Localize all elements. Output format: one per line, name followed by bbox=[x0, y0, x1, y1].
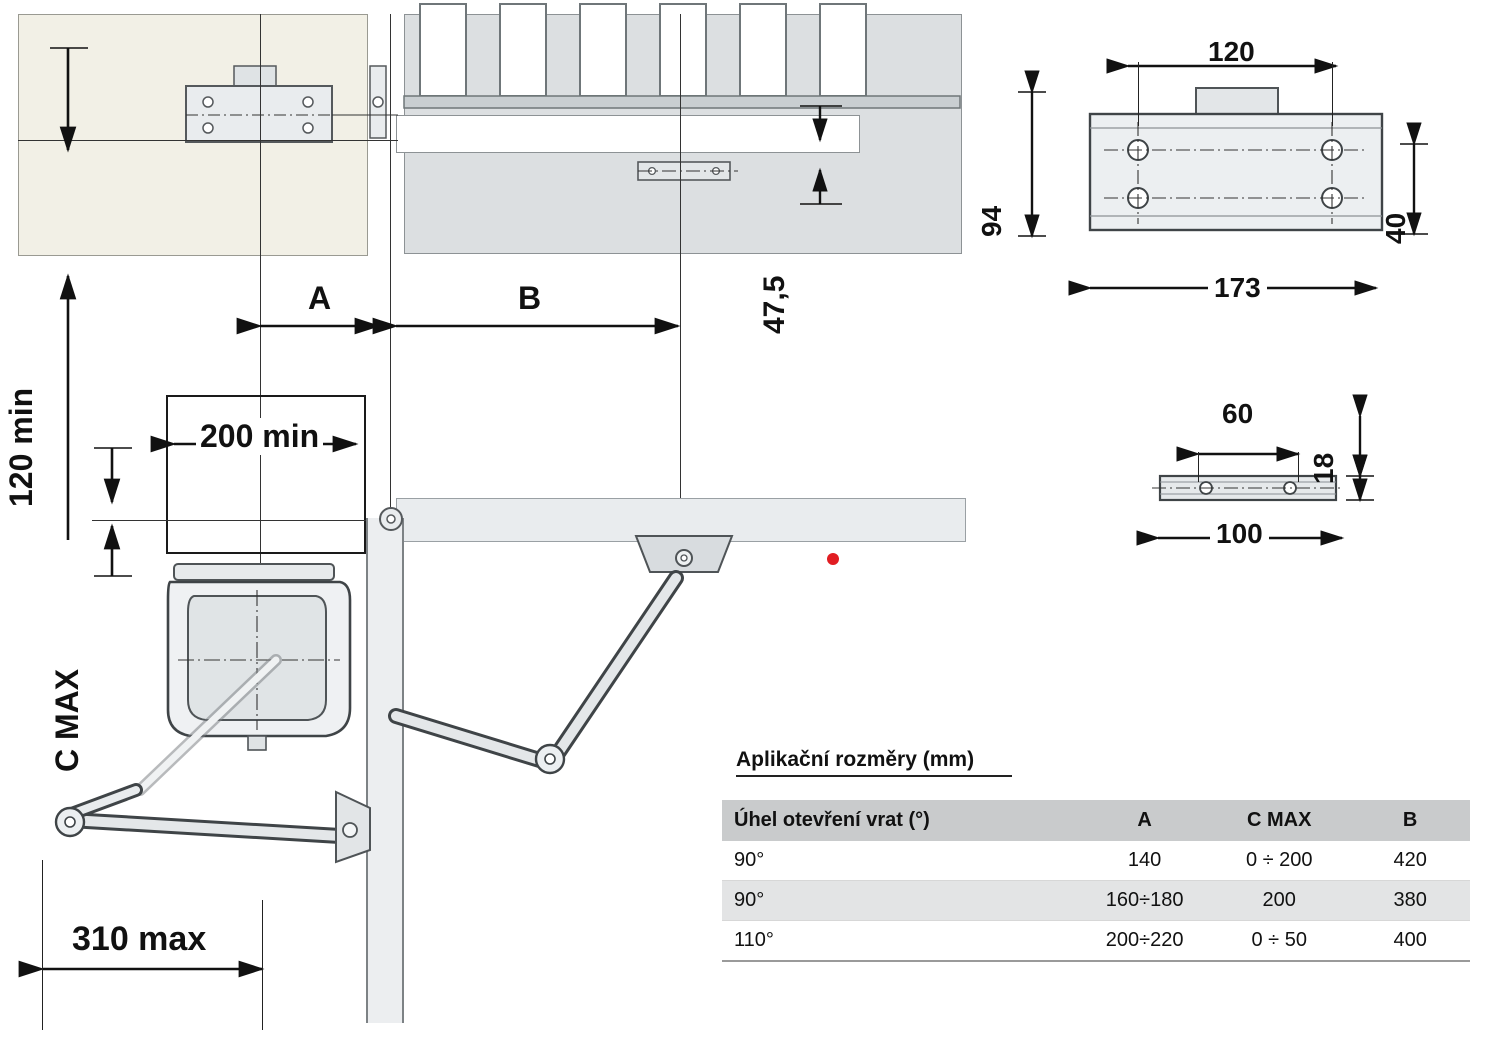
dim-label-18: 18 bbox=[1308, 452, 1339, 484]
col-header-angle: Úhel otevření vrat (°) bbox=[722, 800, 1081, 841]
cell-cmax: 0 ÷ 50 bbox=[1208, 921, 1350, 962]
articulated-arm-closed-ghost bbox=[40, 640, 420, 890]
dim-label-94: 94 bbox=[976, 205, 1007, 237]
ext-120-left bbox=[1138, 62, 1139, 126]
dim-47-5 bbox=[790, 100, 860, 230]
dim-label-60: 60 bbox=[1222, 398, 1254, 429]
top-bracket-plan bbox=[182, 60, 402, 160]
cell-angle: 90° bbox=[722, 841, 1081, 881]
col-header-a: A bbox=[1081, 800, 1208, 841]
ext-60-right bbox=[1298, 452, 1299, 482]
cell-b: 420 bbox=[1350, 841, 1470, 881]
dim-label-c-max: C MAX bbox=[49, 668, 85, 772]
table-row bbox=[722, 881, 1470, 921]
dim-label-a: A bbox=[308, 280, 332, 316]
centreline-motor-axis bbox=[92, 520, 392, 521]
ext-120-right bbox=[1332, 62, 1333, 126]
dim-label-47-5: 47,5 bbox=[758, 275, 791, 334]
dim-label-b: B bbox=[518, 280, 542, 316]
table-header-row bbox=[722, 800, 1470, 841]
table-row bbox=[722, 841, 1470, 881]
centreline-vertical-hinge bbox=[390, 14, 391, 534]
cell-cmax: 200 bbox=[1208, 881, 1350, 921]
dim-label-40: 40 bbox=[1380, 212, 1411, 244]
col-header-cmax: C MAX bbox=[1208, 800, 1350, 841]
dim-310-max bbox=[34, 955, 274, 985]
extension-line-310-left bbox=[42, 860, 43, 1030]
dim-label-310-max: 310 max bbox=[72, 920, 207, 958]
centreline-vertical-arm bbox=[680, 14, 681, 574]
cell-angle: 110° bbox=[722, 921, 1081, 962]
cell-a: 200÷220 bbox=[1081, 921, 1208, 962]
ext-60-left bbox=[1198, 452, 1199, 482]
application-dimensions-table bbox=[722, 800, 1470, 962]
dim-label-120-min: 120 min bbox=[3, 387, 39, 507]
panel-ribs bbox=[404, 14, 964, 124]
table-title: Aplikační rozměry (mm) bbox=[736, 748, 1012, 777]
dim-label-200-min: 200 min bbox=[196, 418, 323, 455]
bracket-detail-drawing bbox=[1090, 88, 1390, 258]
mounting-plate-plan bbox=[638, 158, 738, 186]
dim-120-min bbox=[48, 40, 98, 580]
dim-label-100: 100 bbox=[1210, 518, 1269, 550]
cell-angle: 90° bbox=[722, 881, 1081, 921]
cell-b: 400 bbox=[1350, 921, 1470, 962]
dim-18 bbox=[1346, 412, 1376, 522]
hinge-pin bbox=[374, 504, 408, 538]
extension-line-310-right bbox=[262, 900, 263, 1030]
cell-a: 160÷180 bbox=[1081, 881, 1208, 921]
dim-label-173: 173 bbox=[1208, 272, 1267, 304]
cell-cmax: 0 ÷ 200 bbox=[1208, 841, 1350, 881]
dim-60 bbox=[1190, 440, 1310, 466]
dim-94 bbox=[1018, 86, 1048, 246]
col-header-b: B bbox=[1350, 800, 1470, 841]
table-row bbox=[722, 921, 1470, 962]
cell-b: 380 bbox=[1350, 881, 1470, 921]
dim-label-120: 120 bbox=[1208, 36, 1255, 67]
accent-marker-dot bbox=[827, 553, 839, 565]
cell-a: 140 bbox=[1081, 841, 1208, 881]
